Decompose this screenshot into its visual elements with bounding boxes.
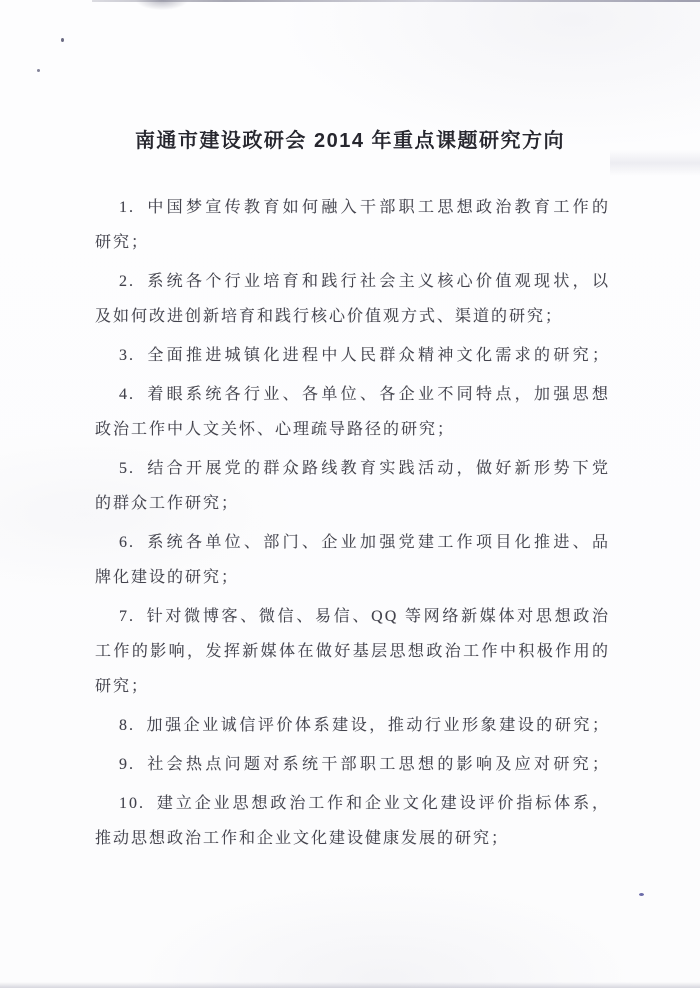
list-item	[95, 786, 610, 856]
item-text: 系统各单位、部门、企业加强党建工作项目化推进、品	[146, 534, 610, 551]
item-line	[95, 338, 610, 373]
item-line	[95, 451, 610, 486]
item-line	[95, 377, 610, 412]
scan-speck	[37, 69, 40, 72]
item-number: 5.	[119, 460, 135, 477]
item-line: 的群众工作研究；	[95, 495, 240, 512]
item-text: 加强企业诚信评价体系建设，推动行业形象建设的研究；	[146, 717, 610, 734]
item-line	[95, 264, 610, 299]
item-line: 推动思想政治工作和企业文化建设健康发展的研究；	[95, 830, 510, 847]
item-line	[95, 525, 610, 560]
item-line	[95, 708, 610, 743]
item-text: 中国梦宣传教育如何融入干部职工思想政治教育工作的	[146, 199, 610, 216]
item-text: 系统各个行业培育和践行社会主义核心价值观现状，以	[146, 273, 610, 290]
item-number: 3.	[119, 347, 135, 364]
item-text: 着眼系统各行业、各单位、各企业不同特点，加强思想	[146, 386, 610, 403]
item-line: 研究；	[95, 678, 150, 695]
item-number: 6.	[119, 534, 135, 551]
item-number: 2.	[119, 273, 135, 290]
item-text: 建立企业思想政治工作和企业文化建设评价指标体系，	[156, 795, 610, 812]
list-item	[95, 525, 610, 595]
item-line: 研究；	[95, 234, 150, 251]
item-line: 牌化建设的研究；	[95, 569, 240, 586]
list-item	[95, 338, 610, 373]
item-text: 针对微博客、微信、易信、QQ 等网络新媒体对思想政治	[146, 608, 610, 625]
item-line: 及如何改进创新培育和践行核心价值观方式、渠道的研究；	[95, 308, 564, 325]
scan-smudge-artifact	[136, 0, 188, 10]
scan-speck	[61, 38, 64, 42]
item-line: 工作的影响，发挥新媒体在做好基层思想政治工作中积极作用的	[95, 643, 610, 660]
item-line: 政治工作中人文关怀、心理疏导路径的研究；	[95, 421, 456, 438]
item-number: 1.	[119, 199, 135, 216]
item-text: 社会热点问题对系统干部职工思想的影响及应对研究；	[146, 756, 610, 773]
page-title: 南通市建设政研会 2014 年重点课题研究方向	[134, 130, 566, 152]
item-text: 全面推进城镇化进程中人民群众精神文化需求的研究；	[146, 347, 610, 364]
list-item	[95, 451, 610, 521]
item-number: 7.	[119, 608, 135, 625]
document-body	[95, 190, 610, 856]
item-number: 10.	[119, 795, 145, 812]
item-number: 4.	[119, 386, 135, 403]
list-item	[95, 377, 610, 447]
scan-edge-artifact	[0, 982, 700, 988]
scan-speck	[639, 893, 644, 896]
item-line	[95, 190, 610, 225]
list-item	[95, 264, 610, 334]
list-item	[95, 190, 610, 260]
scan-smudge-artifact	[610, 150, 700, 176]
item-line	[95, 786, 610, 821]
item-line	[95, 747, 610, 782]
item-text: 结合开展党的群众路线教育实践活动，做好新形势下党	[146, 460, 610, 477]
list-item	[95, 708, 610, 743]
list-item	[95, 599, 610, 704]
item-number: 9.	[119, 756, 135, 773]
item-number: 8.	[119, 717, 135, 734]
item-line	[95, 599, 610, 634]
list-item	[95, 747, 610, 782]
